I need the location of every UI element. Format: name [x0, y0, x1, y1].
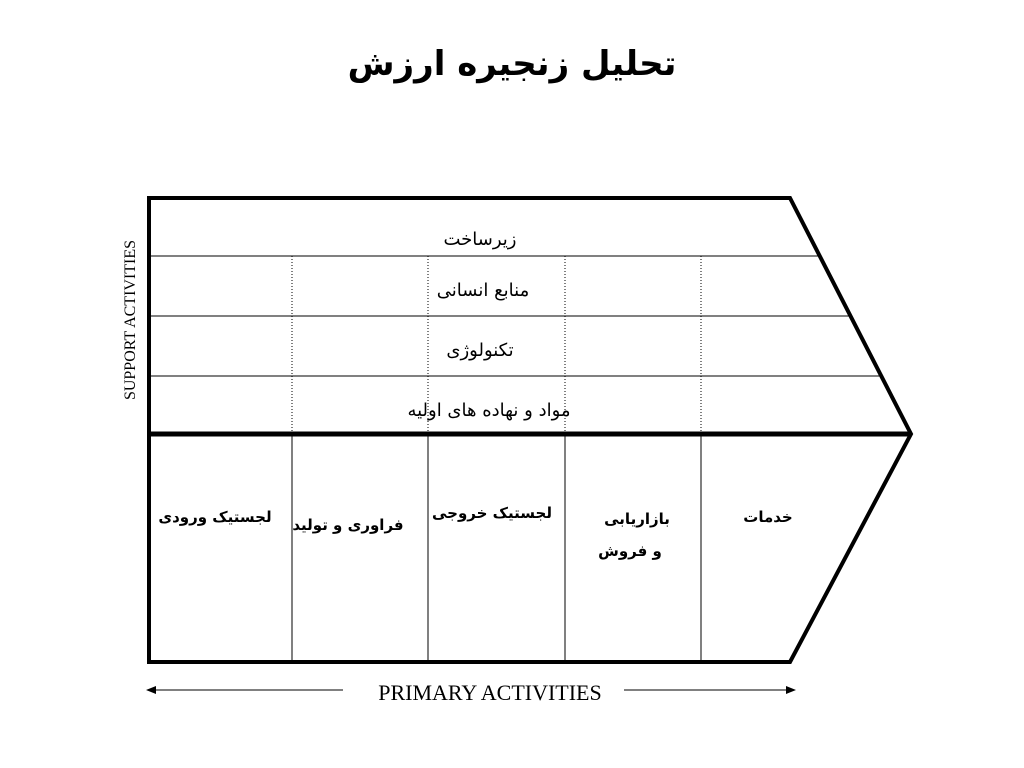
- support-activity-procurement: مواد و نهاده های اولیه: [407, 400, 571, 421]
- support-activity-human-resources: منابع انسانی: [436, 280, 530, 301]
- page-title: تحلیل زنجیره ارزش: [347, 44, 677, 84]
- support-activities-label: SUPPORT ACTIVITIES: [122, 239, 139, 401]
- support-activity-infrastructure: زیرساخت: [443, 229, 517, 250]
- primary-activity-operations: فراوری و تولید: [292, 516, 404, 534]
- primary-activity-marketing-line1: بازاریابی: [604, 510, 670, 528]
- primary-activity-marketing-line2: و فروش: [598, 542, 662, 560]
- arrow-right-icon: [786, 686, 796, 694]
- arrow-left-icon: [146, 686, 156, 694]
- value-chain-outline: [149, 198, 911, 662]
- primary-activity-inbound-logistics: لجستیک ورودی: [158, 508, 272, 526]
- primary-activities-label: PRIMARY ACTIVITIES: [378, 680, 602, 705]
- support-activity-technology: تکنولوژی: [446, 340, 514, 361]
- primary-activity-service: خدمات: [743, 508, 793, 526]
- primary-activity-outbound-logistics: لجستیک خروجی: [432, 504, 552, 522]
